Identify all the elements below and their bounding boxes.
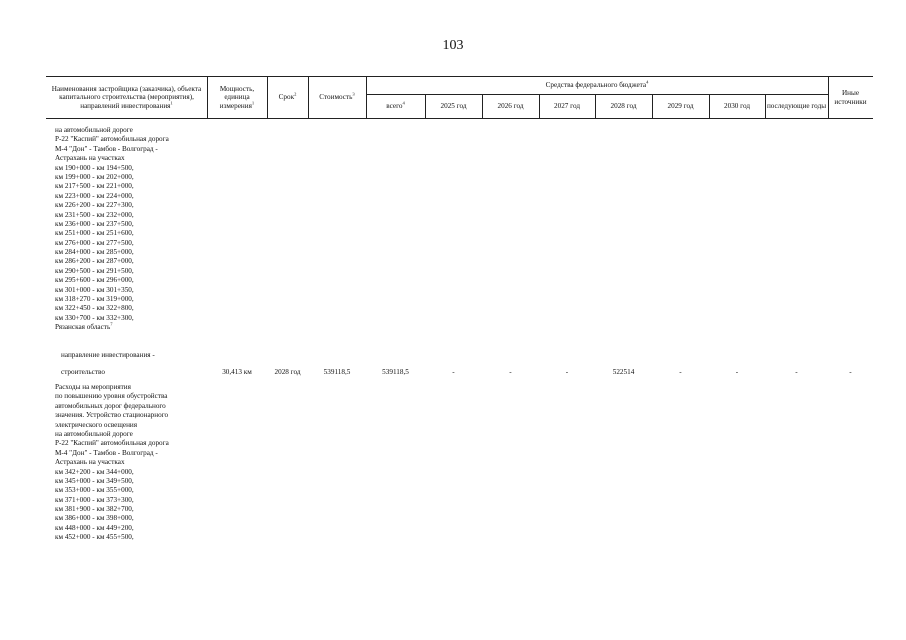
row-capacity: 30,413 км: [222, 368, 252, 376]
header-year-2030: 2030 год: [724, 101, 750, 110]
header-term: Срок$^2$: [278, 91, 297, 102]
region-label: Рязанская область$^7$: [55, 321, 113, 332]
row-label: строительство: [61, 368, 105, 376]
row-later: -: [795, 368, 798, 376]
header-year-2029: 2029 год: [667, 101, 694, 110]
row-cost: 539118,5: [323, 368, 351, 376]
header-cost: Стоимость$^3$: [319, 91, 355, 102]
row-2027: -: [565, 368, 569, 376]
page-number: 103: [442, 38, 464, 53]
header-capacity: Мощность, единица измерения$^1$: [219, 84, 255, 110]
header-year-2027: 2027 год: [554, 101, 580, 110]
header-year-2026: 2026 год: [497, 101, 524, 110]
row-2026: -: [509, 368, 512, 376]
header-year-2025: 2025 год: [440, 101, 467, 110]
row-2030: -: [735, 368, 739, 376]
table-header: [46, 76, 873, 119]
header-name: Наименования застройщика (заказчика), объекта капитального строительства (мероприятия), направлений инвестирования$^1$: [51, 84, 202, 110]
header-other-sources: Иные источники: [834, 88, 867, 106]
row-2028: 522514: [612, 368, 635, 376]
header-later-years: последующие годы: [766, 101, 827, 110]
row-other: -: [849, 368, 852, 376]
header-year-2028: 2028 год: [610, 101, 637, 110]
row-total: 539118,5: [382, 368, 409, 376]
object-description-2: Расходы на мероприятия по повышению уровня обустройства автомобильных дорог федерального значения. Устройство стационарного электрического освещения на автомобильной дороге Р-22 "Каспий" автомобильная дорога М-4 "Дон" - Тамбов - Волгоград - Астрахань на участках км 342+200 - км 344+000, км 345+000 - км 349+500, км 353+000 - км 355+000, км 371+000 - км 373+300, км 381+900 - км 382+700, км 386+000 - км 398+000, км 448+000 - км 449+200, км 452+000 - км 455+500,: [55, 383, 169, 542]
row-term: 2028 год: [274, 368, 301, 376]
header-federal-budget: Средства федерального бюджета$^4$: [545, 79, 649, 90]
direction-label: направление инвестирования -: [61, 351, 155, 359]
object-description-1: на автомобильной дороге Р-22 "Каспий" автомобильная дорога М-4 "Дон" - Тамбов - Волгоград - Астрахань на участках км 190+000 - км 194+500, км 199+000 - км 202+000, км 217+500 - км 221+000, км 223+000 - км 224+000, км 226+200 - км 227+300, км 231+500 - км 232+000, км 236+000 - км 237+500, км 251+000 - км 251+600, км 276+000 - км 277+500, км 284+000 - км 285+000, км 286+200 - км 287+000, км 290+500 - км 291+500, км 295+600 - км 296+000, км 301+000 - км 301+350, км 318+270 - км 319+000, км 322+450 - км 322+800, км 330+700 - км 332+300, Рязанская область$^7$: [55, 126, 169, 332]
header-total: всего$^4$: [386, 100, 405, 110]
row-2029: -: [679, 368, 682, 376]
row-2025: -: [452, 368, 455, 376]
